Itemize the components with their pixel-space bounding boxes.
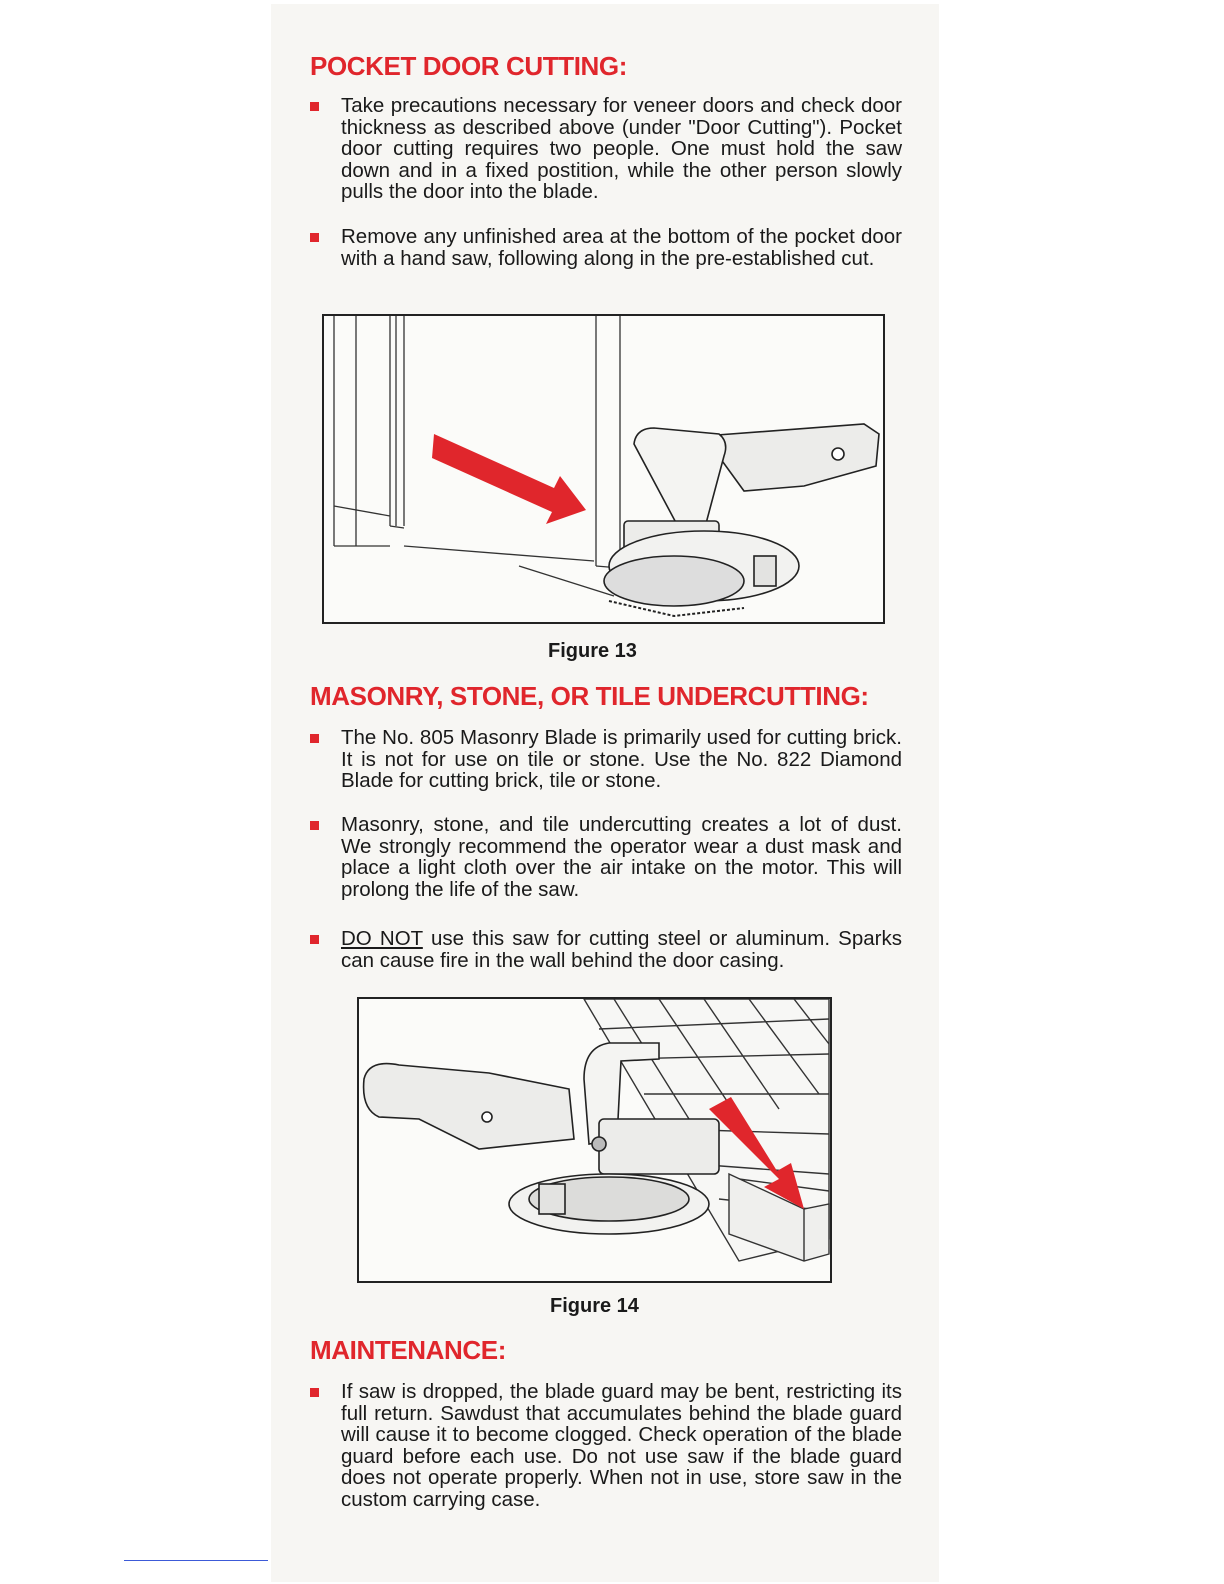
- page-edge-line: [124, 1560, 268, 1561]
- list-item: [310, 226, 902, 269]
- bullet-text: The No. 805 Masonry Blade is primarily used for cutting brick. It is not for use on tile or stone. Use the No. 822 Diamond Blade for cutting brick, tile or stone.: [341, 726, 902, 792]
- bullet-text: If saw is dropped, the blade guard may be bent, restricting its full return. Sawdust that accumulates behind the blade guard will cause it to become clogged. Check operation of the blade guard before each use. Do not use saw if the blade guard does not operate properly. When not in use, store saw in the custom carrying case.: [341, 1380, 902, 1511]
- bullet-square-icon: [310, 935, 319, 944]
- list-item: [310, 727, 902, 792]
- bullet-square-icon: [310, 821, 319, 830]
- list-item: [310, 928, 902, 971]
- figure-13-caption: Figure 13: [548, 640, 637, 662]
- list-item: [310, 1381, 902, 1510]
- section-heading-maintenance: MAINTENANCE:: [310, 1335, 506, 1365]
- figure-14-illustration: [357, 997, 832, 1283]
- bullet-text: Take precautions necessary for veneer doors and check door thickness as described above (under "Door Cutting"). Pocket door cutting requires two people. One must hold the saw down and in a fixed postition, while the other person slowly pulls the door into the blade.: [341, 94, 902, 203]
- bullet-text: Masonry, stone, and tile undercutting creates a lot of dust. We strongly recommend the operator wear a dust mask and place a light cloth over the air intake on the motor. This will prolong the life of the saw.: [341, 813, 902, 901]
- warning-text: use this saw for cutting steel or aluminum. Sparks can cause fire in the wall behind the door casing.: [341, 927, 902, 972]
- figure-14-caption: Figure 14: [550, 1295, 639, 1317]
- list-item: [310, 95, 902, 203]
- bullet-square-icon: [310, 102, 319, 111]
- section-heading-masonry: MASONRY, STONE, OR TILE UNDERCUTTING:: [310, 681, 869, 711]
- bullet-square-icon: [310, 1388, 319, 1397]
- bullet-square-icon: [310, 233, 319, 242]
- bullet-square-icon: [310, 734, 319, 743]
- bullet-text: Remove any unfinished area at the bottom of the pocket door with a hand saw, following along in the pre-established cut.: [341, 225, 902, 270]
- bullet-text: [341, 928, 902, 971]
- warning-emphasis: DO NOT: [341, 927, 423, 950]
- figure-13-illustration: [322, 314, 885, 624]
- section-heading-pocket-door: POCKET DOOR CUTTING:: [310, 51, 627, 81]
- list-item: [310, 814, 902, 900]
